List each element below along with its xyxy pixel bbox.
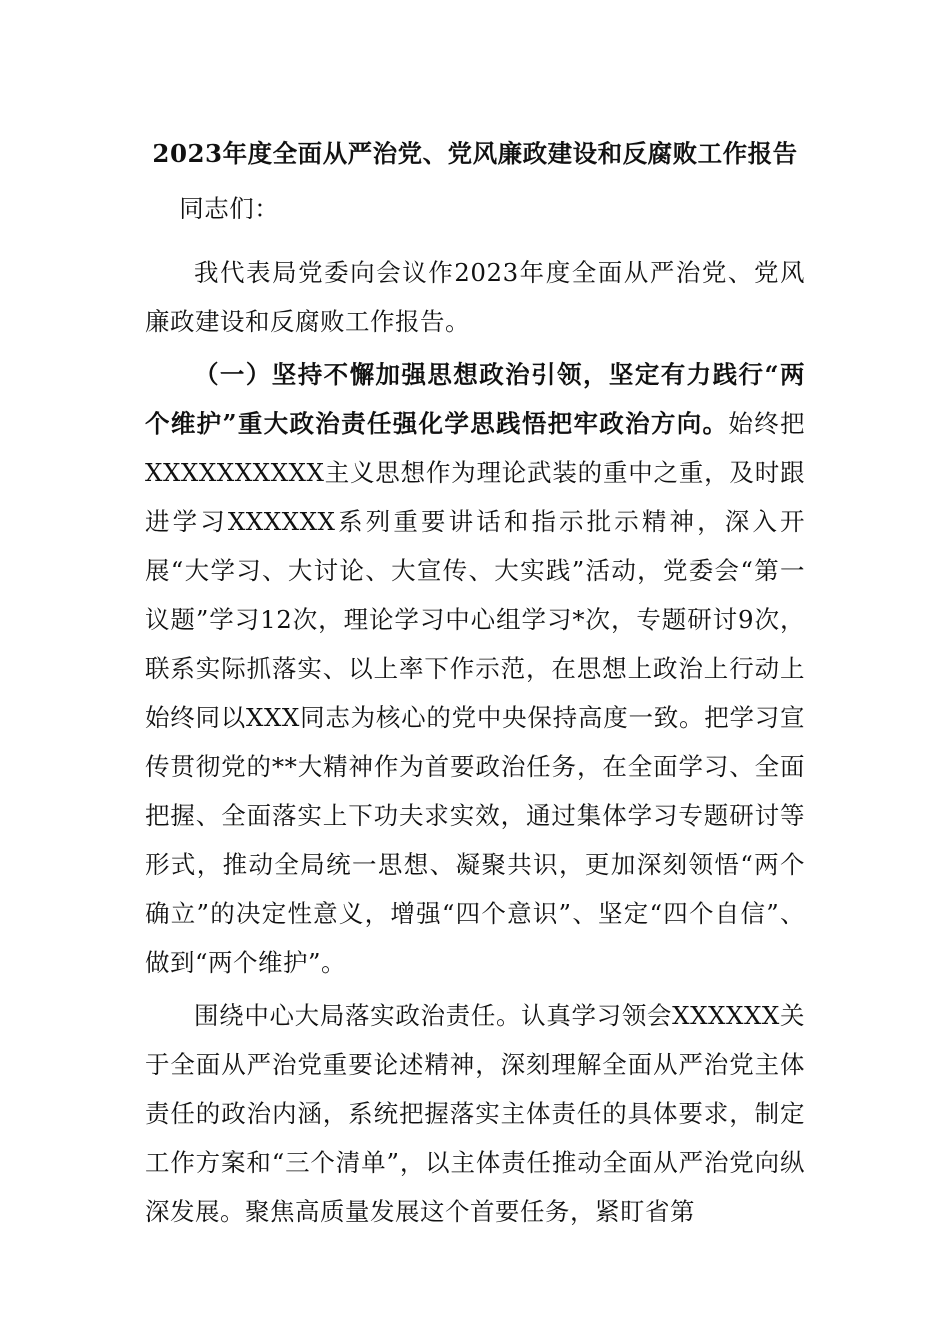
paragraph-2: 围绕中心大局落实政治责任。认真学习领会XXXXXX关于全面从严治党重要论述精神，深刻理解全面从严治党主体责任的政治内涵，系统把握落实主体责任的具体要求，制定工作方案和“三个清单”，以主体责任推动全面从严治党向纵深发展。聚焦高质量发展这个首要任务，紧盯省第 (145, 1001, 805, 1226)
section-1-body: 始终把XXXXXXXXXX主义思想作为理论武装的重中之重，及时跟进学习XXXXXX系列重要讲话和指示批示精神，深入开展“大学习、大讨论、大宣传、大实践”活动，党委会“第一议题”学习12次，理论学习中心组学习*次，专题研讨9次，联系实际抓落实、以上率下作示范，在思想上政治上行动上始终同以XXX同志为核心的党中央保持高度一致。把学习宣传贯彻党的**大精神作为首要政治任务，在全面学习、全面把握、全面落实上下功夫求实效，通过集体学习专题研讨等形式，推动全局统一思想、凝聚共识，更加深刻领悟“两个确立”的决定性意义，增强“四个意识”、坚定“四个自信”、做到“两个维护”。 (145, 409, 806, 977)
document-title: 2023年度全面从严治党、党风廉政建设和反腐败工作报告 (152, 139, 798, 168)
intro-paragraph: 我代表局党委向会议作2023年度全面从严治党、党风廉政建设和反腐败工作报告。 (145, 258, 805, 336)
salutation: 同志们： (179, 194, 280, 223)
document-body (145, 124, 805, 1236)
section-1-heading: （一）坚持不懈加强思想政治引领，坚定有力践行“两个维护”重大政治责任强化学思践悟把牢政治方向。 (145, 360, 805, 438)
section-1-paragraph (145, 350, 805, 987)
